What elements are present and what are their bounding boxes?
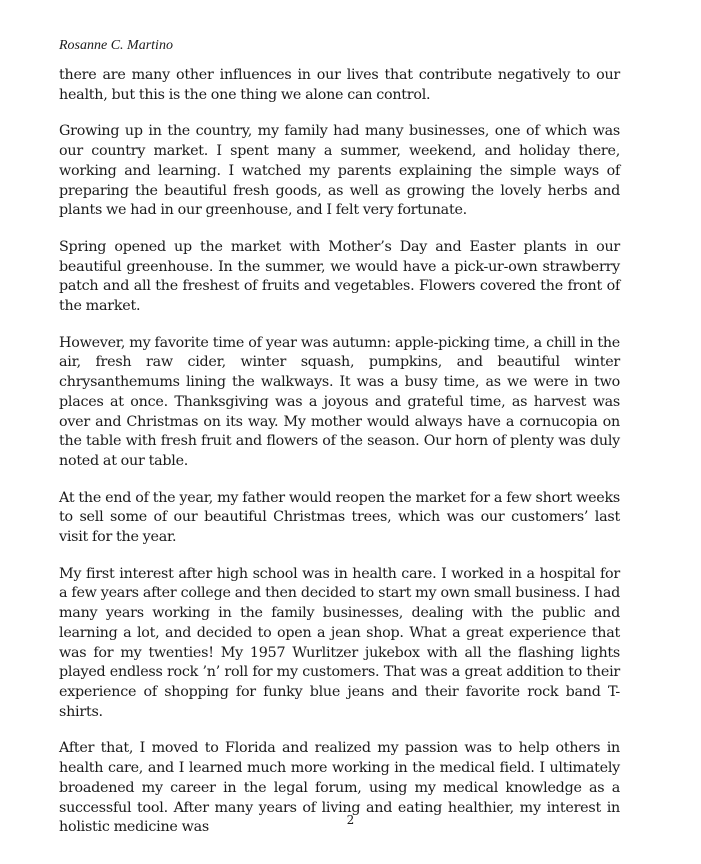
body-text — [59, 66, 620, 838]
paragraph-health-care-career: My first interest after high school was in health care. I worked in a hospital for a few years after college and then decided to start my own small business. I had many years working in the family businesses, dealing with the public and learning a lot, and decided to open a jean shop. What a great experience that was for my twenties! My 1957 Wurlitzer jukebox with all the flashing lights played endless rock ’n’ roll for my customers. That was a great addition to their experience of shopping for funky blue jeans and their favorite rock band T-shirts. — [59, 565, 620, 720]
page-number: 2 — [346, 813, 355, 827]
paragraph-florida: After that, I moved to Florida and realized my passion was to help others in health care, and I learned much more working in the medical field. I ultimately broadened my career in the legal forum, using my medical knowledge as a successful tool. After many years of living and eating healthier, my interest in holistic medicine was — [59, 740, 620, 836]
paragraph-autumn: However, my favorite time of year was autumn: apple-picking time, a chill in the air, fresh raw cider, winter squash, pumpkins, and beautiful winter chrysanthemums lining the walkways. It was a busy time, as we were in two places at once. Thanksgiving was a joyous and grateful time, as harvest was over and Christmas on its way. My mother would always have a cornucopia on the table with fresh fruit and flowers of the season. Our horn of plenty was duly noted at our table. — [59, 334, 620, 469]
paragraph-country-market: Growing up in the country, my family had many businesses, one of which was our country market. I spent many a summer, weekend, and holiday there, working and learning. I watched my parents explaining the simple ways of preparing the beautiful fresh goods, as well as growing the lovely herbs and plants we had in our greenhouse, and I felt very fortunate. — [59, 123, 620, 219]
running-head-author: Rosanne C. Martino — [59, 38, 173, 53]
paragraph-spring-market: Spring opened up the market with Mother’s Day and Easter plants in our beautiful greenhouse. In the summer, we would have a pick-ur-own strawberry patch and all the freshest of fruits and vegetables. Flowers covered the front of the market. — [59, 238, 620, 315]
paragraph-health-control: there are many other influences in our lives that contribute negatively to our health, but this is the one thing we alone can control. — [59, 67, 620, 103]
paragraph-christmas-trees: At the end of the year, my father would reopen the market for a few short weeks to sell some of our beautiful Christmas trees, which was our customers’ last visit for the year. — [59, 489, 620, 546]
